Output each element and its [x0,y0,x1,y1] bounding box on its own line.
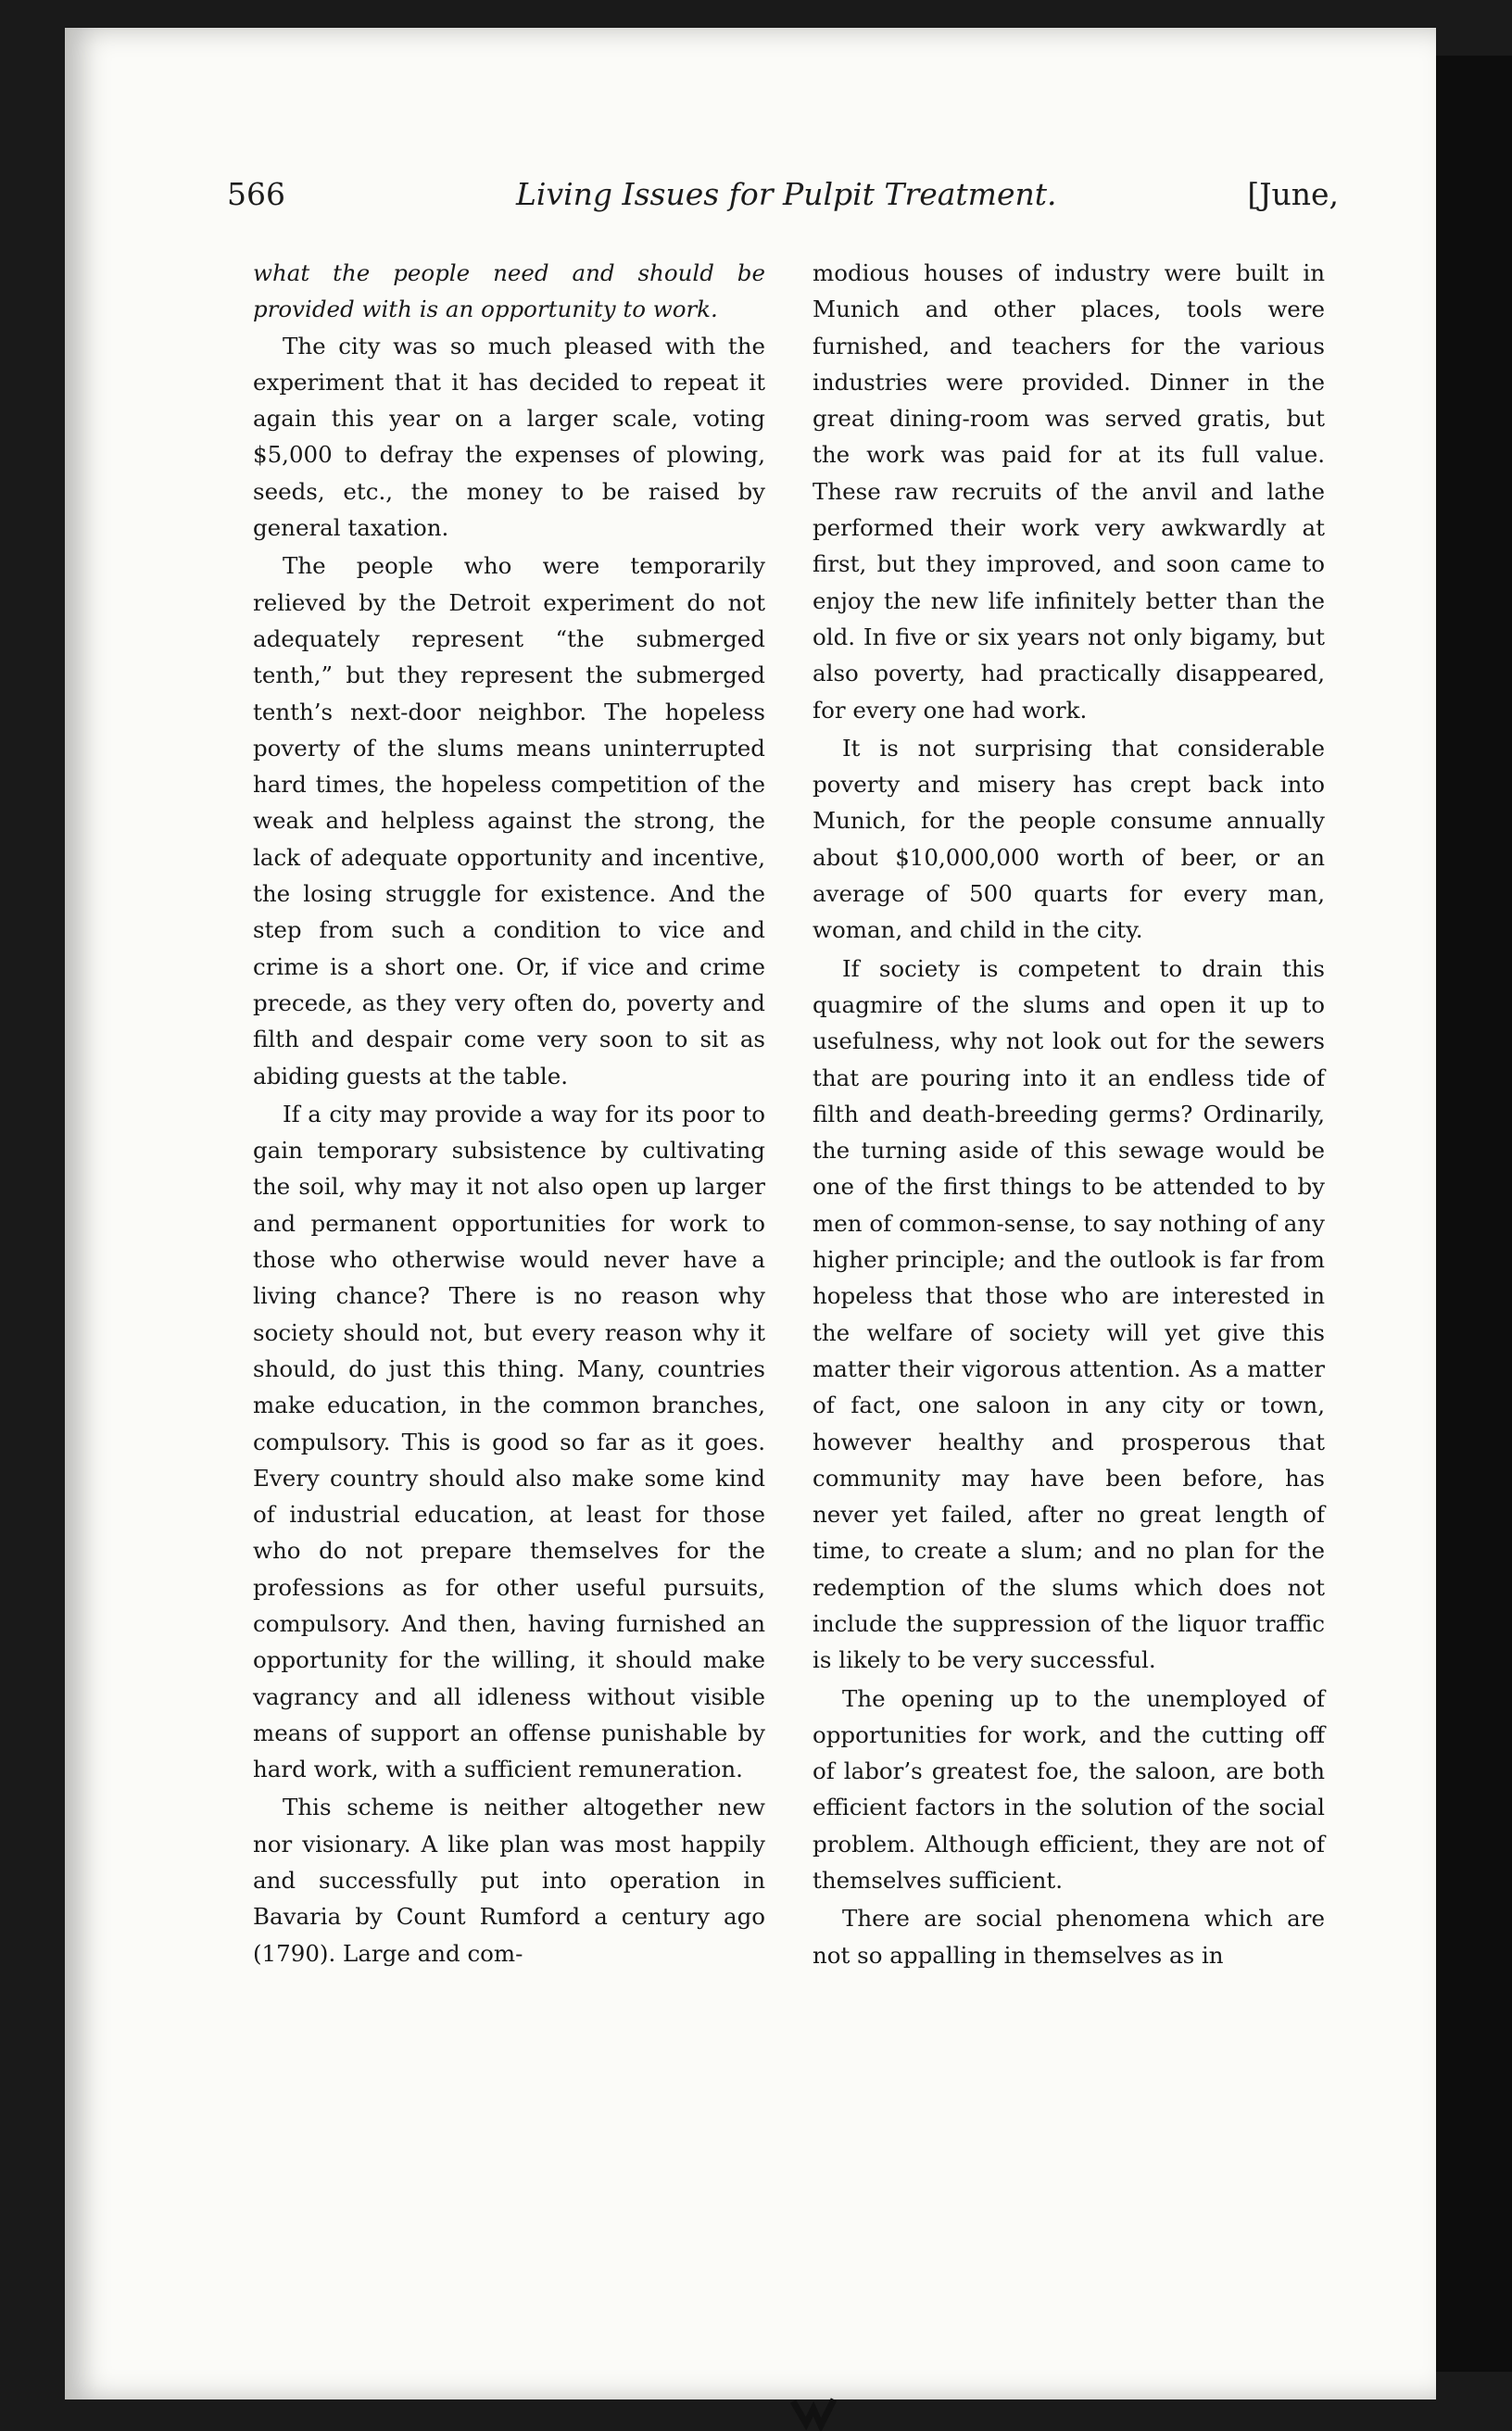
paragraph: The people who were temporarily relieved by the Detroit experiment do not adequately represent “the submerged tenth,” but they represent the submerged tenth’s next-door neighbor. The hopeless poverty of the slums means uninterrupted hard times, the hopeless competition of the weak and helpless against the strong, the lack of adequate opportunity and incentive, the losing struggle for existence. And the step from such a condition to vice and crime is a short one. Or, if vice and crime precede, as they very often do, poverty and filth and despair come very soon to sit as abiding guests at the table. [253,552,765,1090]
paragraph: The opening up to the unemployed of opportunities for work, and the cutting off of labor’s greatest foe, the saloon, are both efficient factors in the solution of the social problem. Although efficient, they are not of themselves sufficient. [813,1684,1325,1895]
facing-page-edge [1436,56,1512,2372]
paragraph: The city was so much pleased with the experiment that it has decided to repeat it again this year on a larger scale, voting $5,000 to defray the expenses of plowing, seeds, etc., the money to be raised by general taxation. [253,332,765,542]
right-column [813,255,1325,1973]
paragraph: There are social phenomena which are not so appalling in themselves as in [813,1905,1325,1969]
scan-artifact-icon [786,2396,841,2431]
opening-italic-line: what the people need and should be provided with is an opportunity to work. [253,259,765,323]
running-head [227,176,1339,222]
paragraph: If society is competent to drain this quagmire of the slums and open it up to usefulness, why not look out for the sewers that are pouring into it an endless tide of filth and death-breeding germs? Ordinarily, the turning aside of this sewage would be one of the first things to be attended to by men of common-sense, to say nothing of any higher principle; and the outlook is far from hopeless that those who are interested in the welfare of society will yet give this matter their vigorous attention. As a matter of fact, one saloon in any city or town, however healthy and prosperous that community may have been before, has never yet failed, after no great length of time, to create a slum; and no plan for the redemption of the slums which does not include the suppression of the liquor traffic is likely to be very successful. [813,954,1325,1674]
paragraph: It is not surprising that considerable poverty and misery has crept back into Munich, for the people consume annually about $10,000,000 worth of beer, or an average of 500 quarts for every man, woman, and child in the city. [813,734,1325,944]
running-title: Living Issues for Pulpit Treatment. [516,176,1057,212]
paragraph-continuation: modious houses of industry were built in Munich and other places, tools were furnished, and teachers for the various industries were provided. Dinner in the great dining-room was served gratis, but the work was paid for at its full value. These raw recruits of the anvil and lathe performed their work very awkwardly at first, but they improved, and soon came to enjoy the new life infinitely better than the old. In five or six years not only bigamy, but also poverty, had practically disappeared, for every one had work. [813,259,1325,724]
running-date: [June, [1247,176,1339,212]
paragraph: If a city may provide a way for its poor to gain temporary subsistence by cultivating the soil, why may it not also open up larger and permanent opportunities for work to those who otherwise would never have a living chance? There is no reason why society should not, but every reason why it should, do just this thing. Many, countries make education, in the common branches, compulsory. This is good so far as it goes. Every country should also make some kind of industrial education, at least for those who do not prepare themselves for the professions as for other useful pursuits, compulsory. And then, having furnished an opportunity for the willing, it should make vagrancy and all idleness without visible means of support an offense punishable by hard work, with a sufficient remuneration. [253,1100,765,1783]
page-number: 566 [227,176,285,212]
paragraph: This scheme is neither altogether new nor visionary. A like plan was most happily and successfully put into operation in Bavaria by Count Rumford a century ago (1790). Large and com- [253,1794,765,1967]
left-column [253,255,765,1971]
